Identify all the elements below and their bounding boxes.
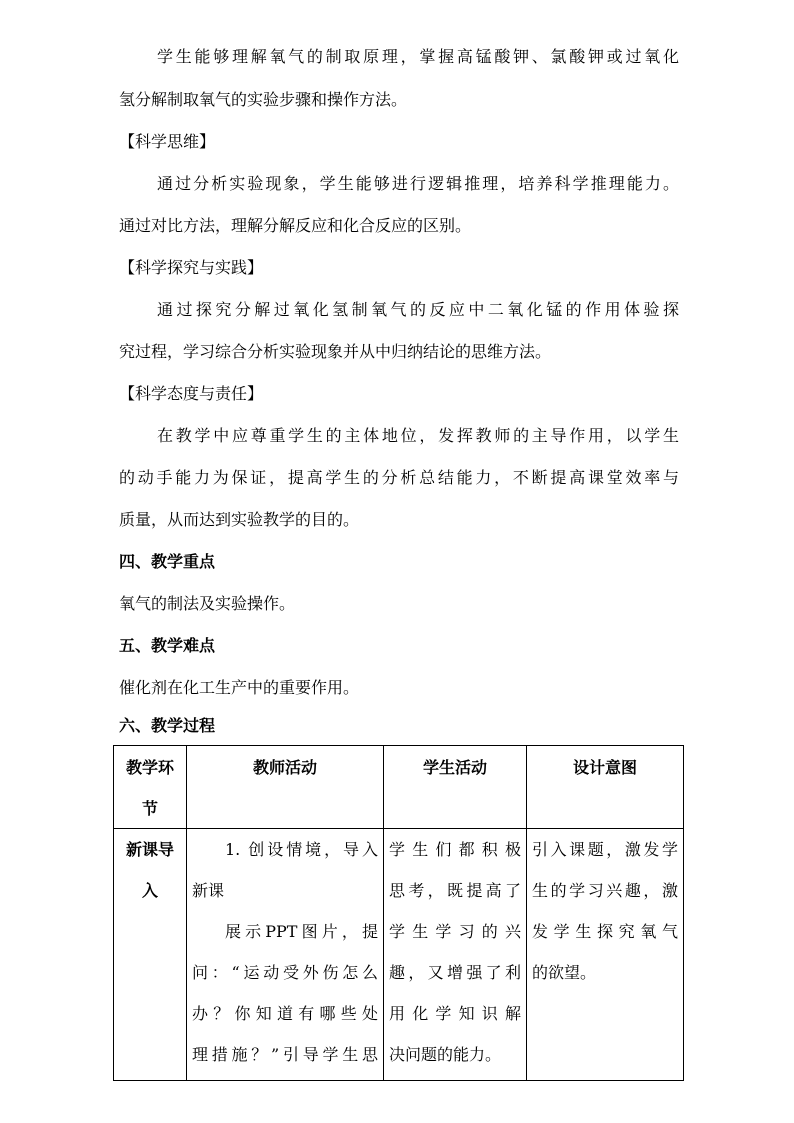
paragraph-objective-line: 学生能够理解氧气的制取原理，掌握高锰酸钾、氯酸钾或过氧化 (157, 47, 679, 66)
difficulties-text: 催化剂在化工生产中的重要作用。 (119, 678, 360, 697)
stage-line: 新课导 (125, 840, 174, 859)
intent-line: 生的学习兴趣，激 (532, 881, 678, 900)
header-stage-line: 节 (141, 799, 158, 818)
section-heading-key-points: 四、教学重点 (119, 552, 216, 571)
subheading-science-inquiry: 【科学探究与实践】 (119, 258, 264, 277)
student-line: 用化学知识解 (389, 1004, 521, 1023)
header-teacher-label: 教师活动 (252, 758, 317, 777)
section-heading-process: 六、教学过程 (119, 716, 216, 735)
paragraph-attitude-line: 的动手能力为保证，提高学生的分析总结能力，不断提高课堂效率与 (119, 468, 679, 487)
header-design-intent (527, 746, 684, 829)
teacher-line: 办？你知道有哪些处 (192, 1004, 378, 1023)
student-line: 学生们都积极 (389, 840, 521, 859)
subheading-science-thinking: 【科学思维】 (119, 132, 216, 151)
teaching-process-table (113, 745, 684, 1081)
subheading-science-attitude: 【科学态度与责任】 (119, 384, 264, 403)
header-stage-line: 教学环 (125, 758, 174, 777)
table-row (114, 829, 684, 1081)
teacher-line: 问：“运动受外伤怎么 (192, 963, 378, 982)
paragraph-thinking-line: 通过对比方法，理解分解反应和化合反应的区别。 (119, 216, 472, 235)
table-header-row (114, 746, 684, 829)
intent-line: 的欲望。 (532, 963, 597, 982)
paragraph-thinking-line: 通过分析实验现象，学生能够进行逻辑推理，培养科学推理能力。 (157, 174, 679, 193)
teacher-line: 新课 (192, 881, 225, 900)
header-intent-label: 设计意图 (572, 758, 637, 777)
section-heading-difficulties: 五、教学难点 (119, 636, 216, 655)
cell-teacher-activity (187, 829, 384, 1081)
paragraph-objective-line: 氢分解制取氧气的实验步骤和操作方法。 (119, 90, 408, 109)
paragraph-inquiry-line: 通过探究分解过氧化氢制氧气的反应中二氧化锰的作用体验探 (157, 300, 679, 319)
paragraph-inquiry-line: 究过程，学习综合分析实验现象并从中归纳结论的思维方法。 (119, 342, 552, 361)
student-line: 学生学习的兴 (389, 922, 521, 941)
key-points-text: 氧气的制法及实验操作。 (119, 594, 296, 613)
paragraph-attitude-line: 质量，从而达到实验教学的目的。 (119, 510, 360, 529)
student-line: 决问题的能力。 (389, 1045, 502, 1064)
intent-line: 发学生探究氧气 (532, 922, 678, 941)
teacher-line: 展示PPT图片，提 (225, 922, 378, 941)
stage-line: 入 (141, 881, 158, 900)
student-line: 思考，既提高了 (389, 881, 521, 900)
cell-design-intent (527, 829, 684, 1081)
student-line: 趣，又增强了利 (389, 963, 521, 982)
header-teacher-activity (187, 746, 384, 829)
teacher-line: 理措施？”引导学生思 (192, 1045, 378, 1064)
header-student-activity (384, 746, 527, 829)
cell-student-activity (384, 829, 527, 1081)
teacher-line: 1. 创设情境，导入 (225, 840, 378, 859)
cell-stage (114, 829, 187, 1081)
header-student-label: 学生活动 (422, 758, 487, 777)
header-stage (114, 746, 187, 829)
paragraph-attitude-line: 在教学中应尊重学生的主体地位，发挥教师的主导作用，以学生 (157, 426, 679, 445)
intent-line: 引入课题，激发学 (532, 840, 678, 859)
